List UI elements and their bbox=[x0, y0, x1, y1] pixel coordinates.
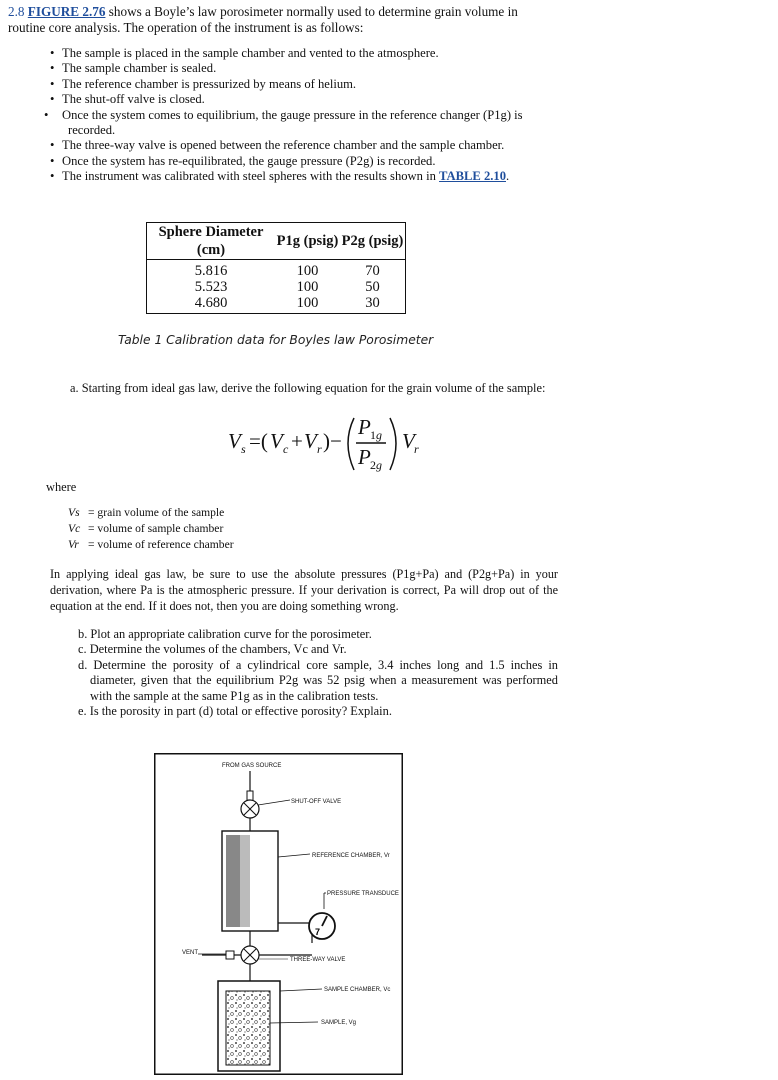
svg-text:r: r bbox=[414, 442, 419, 456]
question-d: d. Determine the porosity of a cylindrical core sample, 3.4 inches long and 1.5 inches in diameter, given that the equilibrium P2g was 52 psig when a measurement was performed with the sample at the same P1g as in the calibration tests. bbox=[78, 657, 558, 703]
question-e: e. Is the porosity in part (d) total or effective porosity? Explain. bbox=[78, 704, 392, 719]
label-vent: VENT bbox=[182, 950, 199, 956]
label-gas-source: FROM GAS SOURCE bbox=[222, 763, 282, 769]
svg-text:7: 7 bbox=[315, 927, 321, 937]
svg-text:c: c bbox=[283, 442, 289, 456]
shutoff-valve-icon bbox=[241, 800, 259, 818]
svg-text:s: s bbox=[241, 442, 246, 456]
pressure-gauge-icon bbox=[309, 913, 335, 939]
intro-paragraph bbox=[8, 4, 548, 36]
where-label: where bbox=[46, 480, 77, 494]
list-item: • The reference chamber is pressurized by means of helium. bbox=[54, 77, 544, 92]
table-row: 5.523 100 50 bbox=[194, 279, 380, 295]
list-item: • The sample chamber is sealed. bbox=[54, 61, 544, 76]
procedure-steps bbox=[54, 46, 544, 185]
svg-text:+: + bbox=[291, 429, 303, 453]
figure-link[interactable]: FIGURE 2.76 bbox=[27, 4, 106, 19]
list-item: • Once the system has re-equilibrated, the gauge pressure (P2g) is recorded. bbox=[54, 154, 544, 169]
svg-text:=(: =( bbox=[249, 429, 268, 453]
table-header: Sphere Diameter (cm) bbox=[158, 224, 264, 258]
svg-text:g: g bbox=[376, 458, 382, 472]
table-header: P1g (psig) bbox=[276, 233, 339, 249]
question-a: a. Starting from ideal gas law, derive the following equation for the grain volume of the sample: bbox=[70, 381, 546, 395]
svg-text:r: r bbox=[317, 442, 322, 456]
questions-list bbox=[78, 627, 558, 719]
label-shutoff-valve: SHUT-OFF VALVE bbox=[291, 799, 342, 805]
table-header: P2g (psig) bbox=[341, 233, 404, 249]
absolute-pressure-note: In applying ideal gas law, be sure to use the absolute pressures (P1g+Pa) and (P2g+Pa) in your derivation, where Pa is the atmospheric pressure. If your derivation is correct, Pa will drop out of the equation at the end. If it does not, then you are doing something wrong. bbox=[50, 567, 558, 613]
label-pressure-transducer: PRESSURE TRANSDUCE bbox=[327, 891, 399, 897]
calibration-table bbox=[146, 222, 406, 314]
list-item: • The three-way valve is opened between the reference chamber and the sample chamber. bbox=[54, 138, 544, 153]
label-three-way-valve: THREE-WAY VALVE bbox=[290, 957, 346, 963]
variable-definitions bbox=[68, 505, 234, 553]
label-sample: SAMPLE, Vg bbox=[321, 1020, 357, 1026]
intro-text: shows a Boyle’s law porosimeter normally used to determine grain volume in routine core analysis. The operation of the instrument is as follows: bbox=[8, 4, 518, 35]
list-item: • The shut-off valve is closed. bbox=[54, 92, 544, 107]
table-row: 5.816 100 70 bbox=[147, 260, 406, 280]
question-b: b. Plot an appropriate calibration curve for the porosimeter. bbox=[78, 627, 372, 641]
label-reference-chamber: REFERENCE CHAMBER, Vr bbox=[312, 853, 390, 859]
svg-text:2: 2 bbox=[370, 458, 376, 472]
list-item: • Once the system comes to equilibrium, the gauge pressure in the reference changer (P1g) is recorded. bbox=[54, 108, 544, 139]
table-link[interactable]: TABLE 2.10 bbox=[439, 169, 506, 184]
svg-text:g: g bbox=[376, 428, 382, 442]
svg-text:P: P bbox=[358, 445, 371, 469]
grain-volume-equation bbox=[228, 408, 418, 474]
question-c: c. Determine the volumes of the chambers, Vc and Vr. bbox=[78, 642, 347, 657]
problem-number: 2.8 bbox=[8, 4, 25, 19]
definition-row: Vc = volume of sample chamber bbox=[68, 522, 224, 535]
list-item: • The instrument was calibrated with steel spheres with the results shown in TABLE 2.10. bbox=[54, 169, 544, 184]
reference-chamber-icon bbox=[222, 831, 278, 931]
svg-text:1: 1 bbox=[370, 428, 376, 442]
svg-text:P: P bbox=[358, 415, 371, 439]
svg-text:)−: )− bbox=[323, 429, 342, 453]
definition-row: Vs = grain volume of the sample bbox=[68, 506, 225, 519]
list-item: • The sample is placed in the sample chamber and vented to the atmosphere. bbox=[54, 46, 544, 61]
svg-text:V: V bbox=[402, 429, 415, 453]
definition-row: Vr = volume of reference chamber bbox=[68, 538, 234, 551]
table-caption: Table 1 Calibration data for Boyles law Porosimeter bbox=[118, 333, 434, 347]
sample-chamber-icon bbox=[218, 981, 280, 1071]
label-sample-chamber: SAMPLE CHAMBER, Vc bbox=[324, 987, 391, 993]
svg-text:V: V bbox=[228, 429, 241, 453]
three-way-valve-icon bbox=[241, 946, 259, 964]
table-row: 4.680 100 30 bbox=[194, 295, 380, 311]
svg-text:V: V bbox=[304, 429, 317, 453]
porosimeter-diagram bbox=[154, 753, 403, 1075]
svg-text:V: V bbox=[270, 429, 283, 453]
